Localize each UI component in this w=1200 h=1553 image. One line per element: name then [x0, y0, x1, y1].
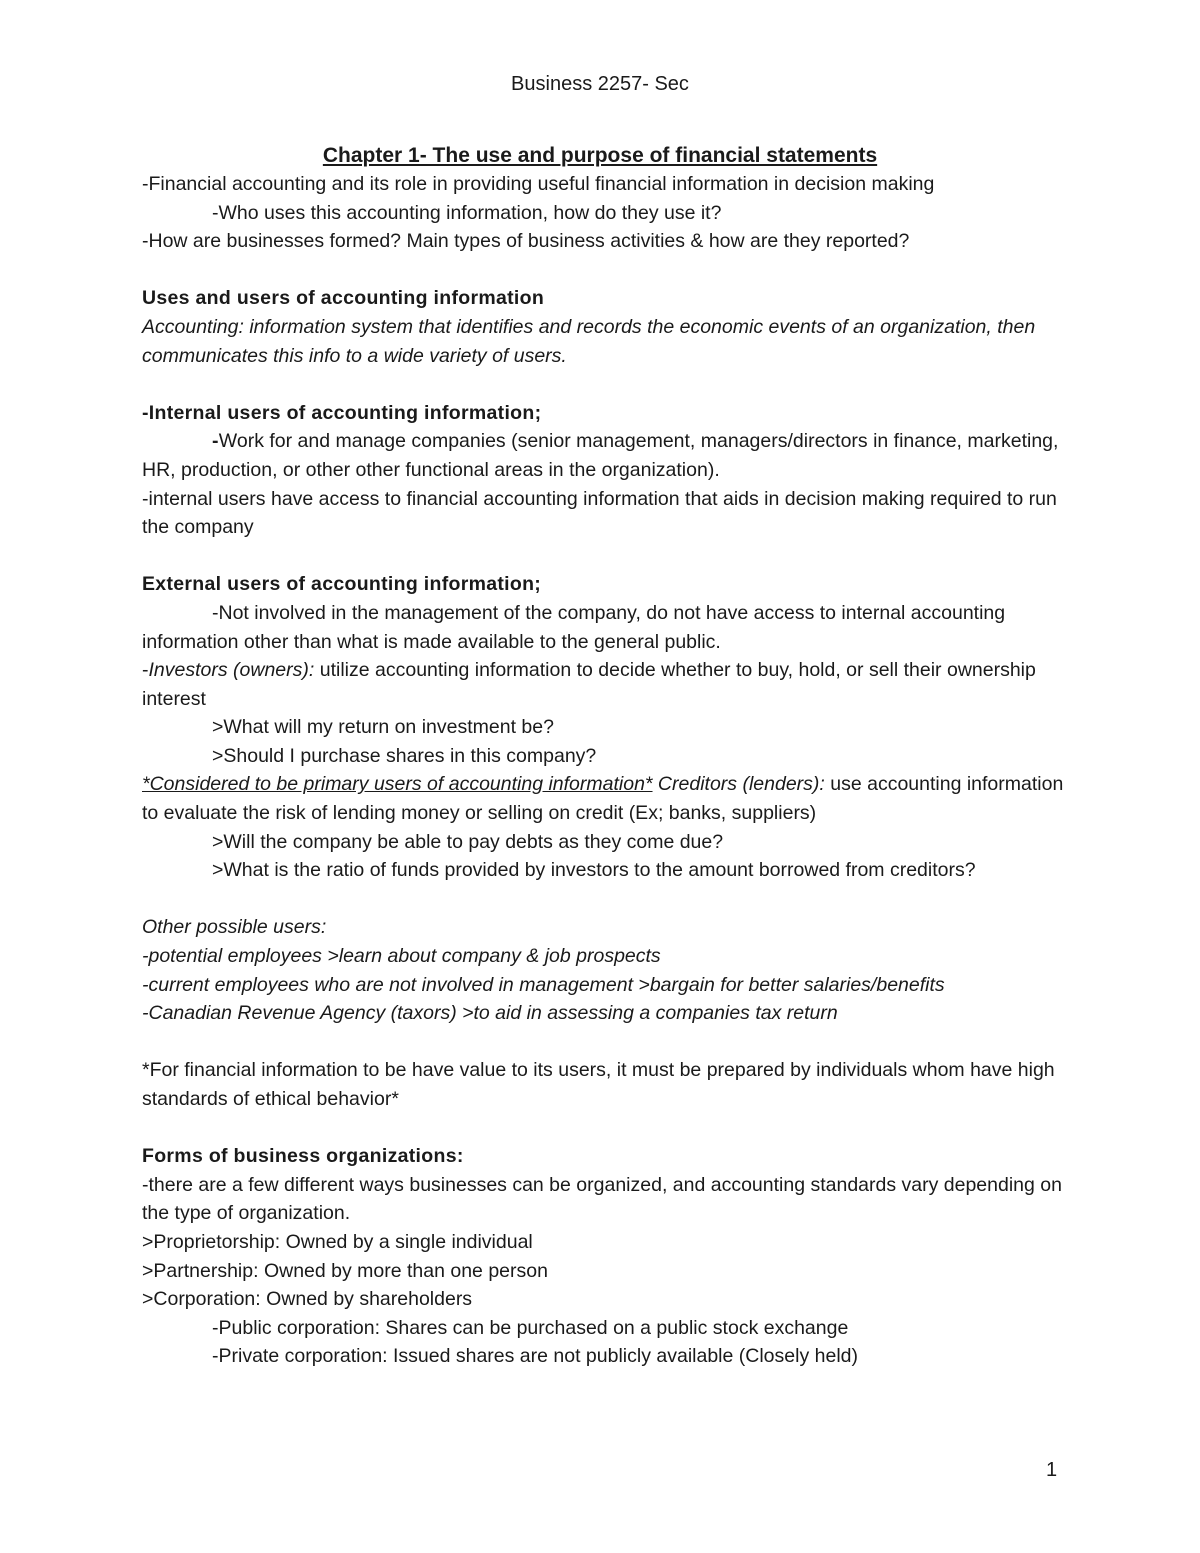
accounting-definition: Accounting: information system that identifies and records the economic events of an organization, then communicates this info to a wide variety of users. — [142, 315, 1036, 367]
form-proprietorship: >Proprietorship: Owned by a single individual — [142, 1230, 533, 1253]
external-line-1-text: -Not involved in the management of the company, do not have access to internal accounting information other than what is made available to the general public. — [142, 601, 1006, 653]
primary-users-note: *Considered to be primary users of accounting information* — [142, 773, 653, 796]
internal-users-line-1 — [142, 427, 1072, 484]
investors-text: utilize accounting information to decide whether to buy, hold, or sell their ownership interest — [142, 659, 1036, 710]
other-user-2: -current employees who are not involved in management >bargain for better salaries/benefits — [142, 973, 945, 996]
internal-users-line-2: -internal users have access to financial accounting information that aids in decision making required to run the company — [142, 487, 1057, 539]
investor-question-2: >Should I purchase shares in this company? — [212, 744, 597, 767]
creditor-question-1: >Will the company be able to pay debts as they come due? — [212, 830, 724, 853]
page-number: 1 — [1046, 1459, 1058, 1481]
private-corporation: -Private corporation: Issued shares are not publicly available (Closely held) — [212, 1345, 858, 1368]
investors-paragraph — [142, 656, 1072, 713]
document-body — [142, 170, 1072, 1371]
ethics-note: *For financial information to be have value to its users, it must be prepared by individuals whom have high standards of ethical behavior* — [142, 1059, 1055, 1110]
internal-line-1-text: Work for and manage companies (senior management, managers/directors in finance, marketing, HR, production, or other other functional areas in the organization). — [142, 430, 1059, 481]
creditors-text: use accounting information to evaluate the risk of lending money or selling on credit (Ex; banks, suppliers) — [142, 773, 1064, 825]
chapter-title: Chapter 1- The use and purpose of financial statements — [322, 144, 878, 167]
creditor-question-2: >What is the ratio of funds provided by investors to the amount borrowed from creditors? — [212, 859, 976, 882]
page-header: Business 2257- Sec — [511, 73, 689, 95]
uses-heading: Uses and users of accounting information — [142, 287, 545, 310]
internal-dash: - — [212, 430, 219, 453]
public-corporation: -Public corporation: Shares can be purchased on a public stock exchange — [212, 1316, 849, 1339]
internal-users-heading: -Internal users of accounting information; — [142, 401, 542, 424]
other-user-3: -Canadian Revenue Agency (taxors) >to aid in assessing a companies tax return — [142, 1002, 838, 1025]
investors-label: Investors (owners): — [148, 659, 315, 682]
form-partnership: >Partnership: Owned by more than one person — [142, 1259, 548, 1282]
creditors-paragraph — [142, 770, 1072, 827]
investors-dash: - — [142, 659, 149, 682]
external-users-line-1 — [142, 599, 1072, 656]
intro-line-3: -How are businesses formed? Main types of business activities & how are they reported? — [142, 230, 910, 253]
investor-question-1: >What will my return on investment be? — [212, 716, 554, 739]
intro-line-1: -Financial accounting and its role in providing useful financial information in decision making — [142, 173, 935, 195]
form-corporation: >Corporation: Owned by shareholders — [142, 1288, 473, 1311]
intro-line-2: -Who uses this accounting information, how do they use it? — [212, 201, 722, 224]
forms-intro: -there are a few different ways businesses can be organized, and accounting standards vary depending on the type of organization. — [142, 1173, 1062, 1225]
other-user-1: -potential employees >learn about company & job prospects — [142, 945, 661, 968]
external-users-heading: External users of accounting information; — [142, 573, 542, 596]
creditors-label: Creditors (lenders): — [652, 773, 825, 796]
forms-heading: Forms of business organizations: — [142, 1145, 464, 1168]
other-users-heading: Other possible users: — [142, 916, 327, 939]
